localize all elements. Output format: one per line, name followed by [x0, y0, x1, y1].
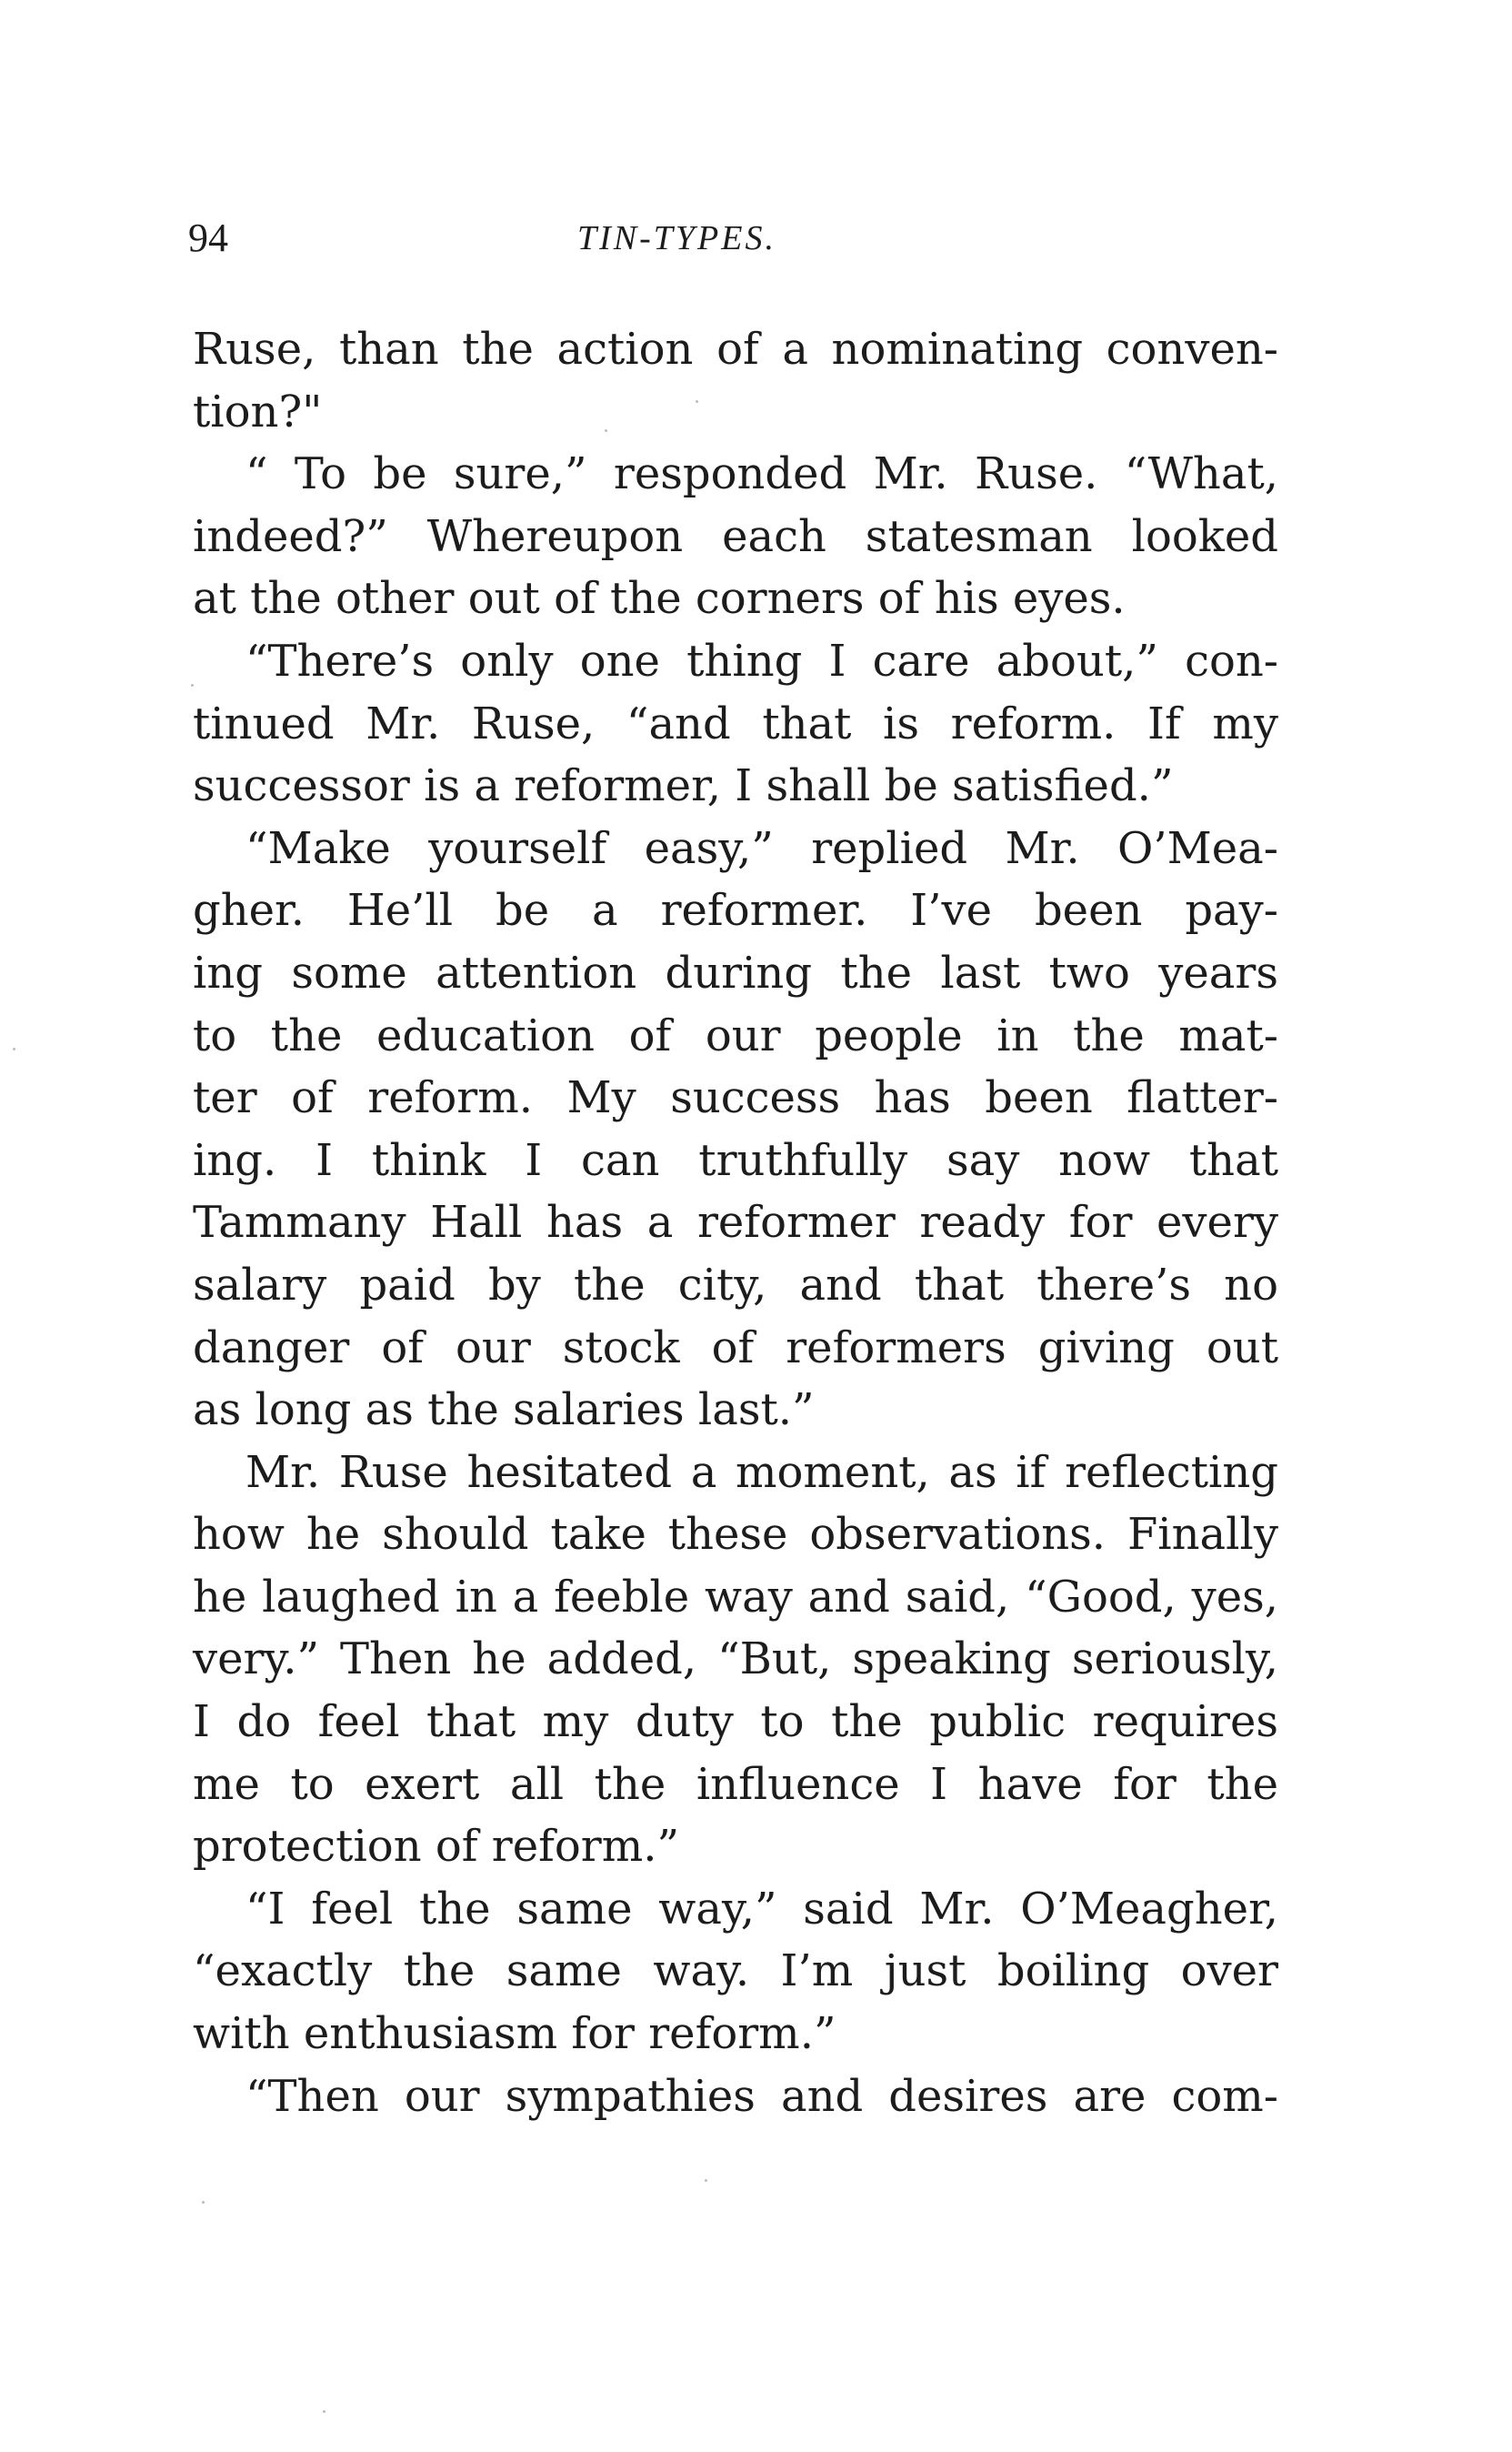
- paper-speck: [323, 2410, 325, 2413]
- text-line: danger of our stock of reformers giving out: [193, 1321, 1278, 1373]
- text-line: “Make yourself easy,” replied Mr. O’Mea-: [245, 822, 1278, 874]
- text-line: he laughed in a feeble way and said, “Good, yes,: [193, 1571, 1278, 1623]
- text-line: to the education of our people in the mat-: [193, 1010, 1278, 1061]
- running-head: [188, 211, 1279, 266]
- text-line: with enthusiasm for reform.”: [193, 2008, 836, 2060]
- text-line: ing some attention during the last two years: [193, 947, 1278, 999]
- text-line: “exactly the same way. I’m just boiling over: [193, 1945, 1278, 1997]
- text-line: “Then our sympathies and desires are com-: [245, 2070, 1278, 2122]
- text-line: tinued Mr. Ruse, “and that is reform. If my: [193, 698, 1278, 749]
- text-line: Mr. Ruse hesitated a moment, as if reflecting: [245, 1446, 1278, 1498]
- paper-speck: [13, 1048, 15, 1050]
- page-number: 94: [188, 216, 228, 260]
- body-text: [193, 318, 1278, 2127]
- paper-speck: [705, 2179, 707, 2182]
- text-line: very.” Then he added, “But, speaking seriously,: [193, 1633, 1278, 1685]
- text-line: ing. I think I can truthfully say now that: [193, 1134, 1278, 1186]
- text-line: Ruse, than the action of a nominating conven-: [193, 324, 1278, 375]
- text-line: I do feel that my duty to the public requires: [193, 1696, 1278, 1748]
- paper-speck: [202, 2201, 205, 2204]
- text-line: indeed?” Whereupon each statesman looked: [193, 510, 1278, 562]
- text-line: Tammany Hall has a reformer ready for every: [193, 1197, 1278, 1249]
- text-line: gher. He’ll be a reformer. I’ve been pay-: [193, 885, 1278, 937]
- paper-speck: [191, 684, 194, 687]
- running-title: TIN-TYPES.: [577, 219, 776, 257]
- text-line: “I feel the same way,” said Mr. O’Meagher,: [245, 1883, 1278, 1934]
- paper-speck: [696, 400, 698, 403]
- text-line: how he should take these observations. Finally: [193, 1509, 1278, 1561]
- text-line: successor is a reformer, I shall be satisfied.”: [193, 760, 1174, 812]
- text-line: protection of reform.”: [193, 1821, 680, 1873]
- text-line: “ To be sure,” responded Mr. Ruse. “What,: [245, 448, 1278, 500]
- text-line: tion?": [193, 386, 323, 437]
- text-line: “There’s only one thing I care about,” con-: [245, 635, 1278, 687]
- text-line: ter of reform. My success has been flatter-: [193, 1072, 1278, 1124]
- text-line: as long as the salaries last.”: [193, 1384, 815, 1436]
- text-line: me to exert all the influence I have for the: [193, 1758, 1278, 1810]
- paper-speck: [605, 429, 607, 432]
- text-line: at the other out of the corners of his eyes.: [193, 573, 1126, 625]
- text-line: salary paid by the city, and that there’s no: [193, 1259, 1278, 1311]
